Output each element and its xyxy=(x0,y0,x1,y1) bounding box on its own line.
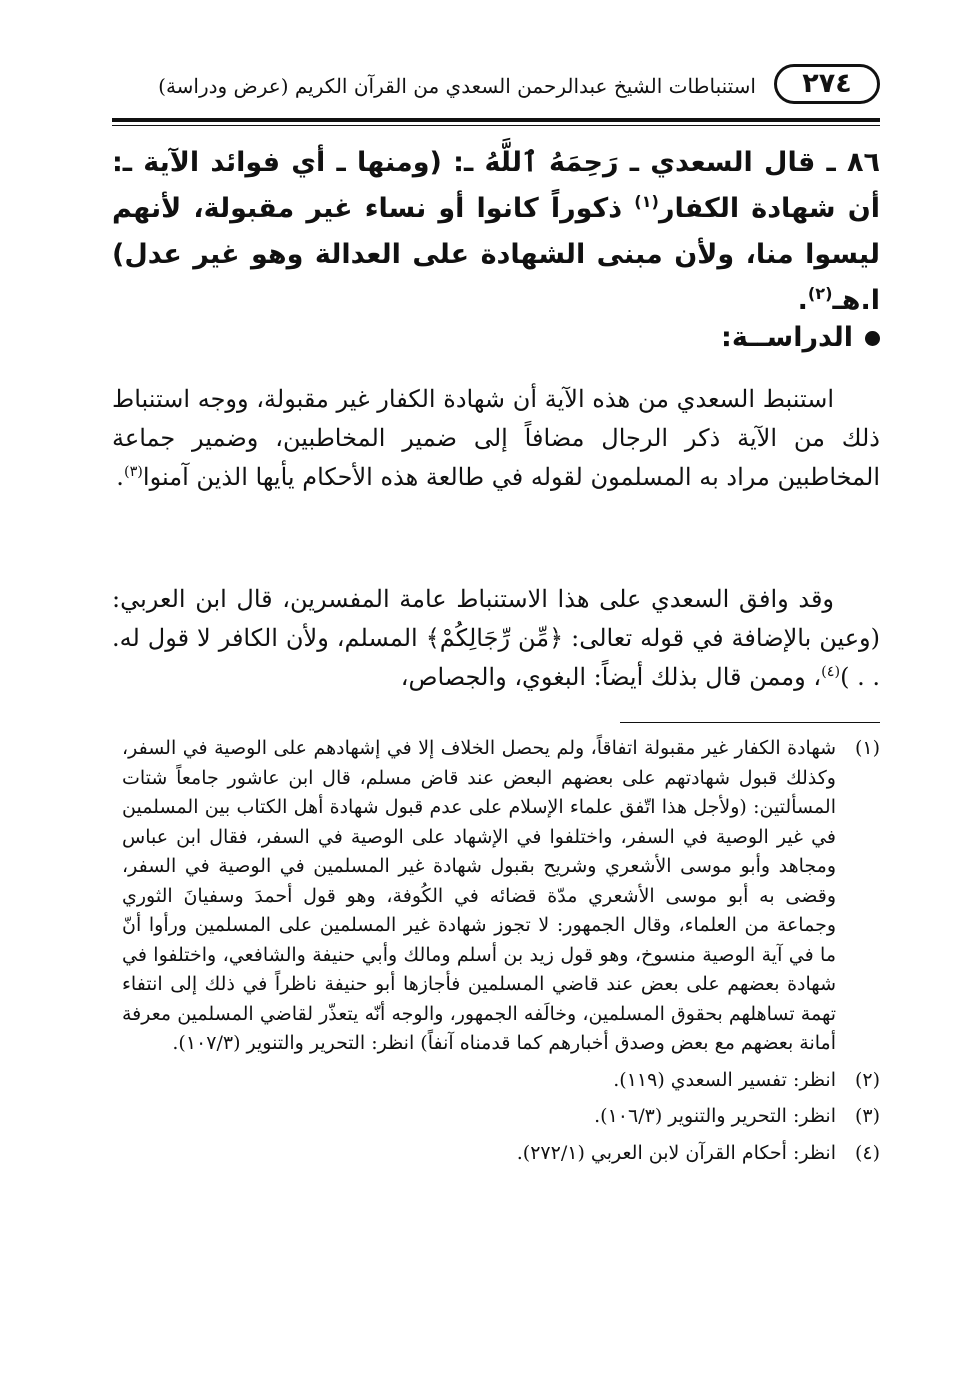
quote-text-c: . xyxy=(797,285,808,316)
footnote-1-number: (١) xyxy=(854,737,880,759)
footnote-4-text: انظر: أحكام القرآن لابن العربي (٢٧٢/١). xyxy=(516,1141,836,1164)
footnote-4 xyxy=(112,1139,880,1169)
quote-text-b: ذكوراً كانوا أو نساء غير مقبولة، لأنهم ليسوا منا، ولأن مبنى الشهادة على العدالة وهو غير عدل) ا.هـ xyxy=(112,193,880,316)
quoted-statement xyxy=(112,140,880,324)
footnote-2-number: (٢) xyxy=(854,1068,880,1091)
paragraph-2 xyxy=(112,580,880,697)
study-heading-text: الدراســة: xyxy=(721,322,853,353)
header-rule-thin xyxy=(112,125,880,126)
footnote-2 xyxy=(112,1066,880,1096)
footnote-1-text: شهادة الكفار غير مقبولة اتفاقاً، ولم يحصل الخلاف إلا في إشهادهم على الوصية في السفر، وكذلك قبول شهادتهم على بعضهم البعض عند قاض مسلم، قال ابن عاشور جامعاً شتات المسألتين: (ولأجل هذا اتّفق علماء الإسلام على عدم قبول شهادة أهل الكتاب بين المسلمين في غير الوصية في السفر، واختلفوا في الإشهاد على الوصية في السفر، فقال ابن عباس ومجاهد وأبو موسى الأشعري وشريح بقبول شهادة غير المسلمين في الوصية في السفر، وقضى به أبو موسى الأشعري مدّة قضائه في الكُوفة، وهو قول أحمدَ وسفيانَ الثوري وجماعة من العلماء، وقال الجمهور: لا تجوز شهادة غير المسلمين على المسلمين ورأوا أنّ ما في آية الوصية منسوخ، وهو قول زيد بن أسلم ومالك وأبي حنيفة والشافعي، واختلفوا في شهادة بعضهم على بعض عند قاضي المسلمين فأجازها أبو حنيفة ناظراً في ذلك إلى انتفاء تهمة تساهلهم بحقوق المسلمين، وخالَفه الجمهور، والوجه أنّه يتعذّر لقاضي المسلمين معرفة أمانة بعضهم مع بعض وصدق أخبارهم كما قدمناه آنفاً) انظر: التحرير والتنوير (١٠٧/٣). xyxy=(122,737,836,1054)
header-rule-thick xyxy=(112,118,880,122)
paragraph-1-text-a: استنبط السعدي من هذه الآية أن شهادة الكفار غير مقبولة، ووجه استنباط ذلك من الآية ذكر الرجال مضافاً إلى ضمير المخاطبين، وضمير جماعة المخاطبين مراد به المسلمون لقوله في طالعة هذه الأحكام يأيها الذين آمنوا xyxy=(112,385,880,491)
footnote-1 xyxy=(112,734,880,1059)
paragraph-1 xyxy=(112,380,880,497)
paragraph-1-text-b: . xyxy=(116,463,124,491)
footnote-3-text: انظر: التحرير والتنوير (١٠٦/٣). xyxy=(594,1105,836,1127)
bullet-icon xyxy=(865,331,880,346)
footnote-separator xyxy=(620,722,880,723)
study-heading xyxy=(721,318,880,358)
footnote-ref-2[interactable]: (٢) xyxy=(807,284,833,303)
page-number: ٢٧٤ xyxy=(774,64,880,104)
paragraph-2-text-b: ، وممن قال بذلك أيضاً: البغوي، والجصاص، xyxy=(400,663,822,691)
footnote-ref-3[interactable]: (٣) xyxy=(123,464,143,480)
footnote-3-number: (٣) xyxy=(854,1105,880,1127)
page-header xyxy=(110,62,880,118)
running-title: استنباطات الشيخ عبدالرحمن السعدي من القرآن الكريم (عرض ودراسة) xyxy=(158,74,756,98)
footnote-2-text: انظر: تفسير السعدي (١١٩). xyxy=(613,1068,836,1091)
quote-text-a: ٨٦ ـ قال السعدي ـ رَحِمَهُ ٱللَّهُ ـ: (ومنها ـ أي فوائد الآية ـ: أن شهادة الكفار xyxy=(112,147,880,224)
footnote-4-number: (٤) xyxy=(854,1141,880,1164)
footnote-ref-4[interactable]: (٤) xyxy=(821,664,841,680)
paragraph-2-text-a: وقد وافق السعدي على هذا الاستنباط عامة المفسرين، قال ابن العربي: (وعين بالإضافة في قوله تعالى: ﴿مِّن رِّجَالِكُمْ﴾ المسلم، ولأن الكافر لا قول له. . . ) xyxy=(112,585,880,691)
footnote-3 xyxy=(112,1102,880,1132)
footnotes xyxy=(112,734,880,1175)
footnote-ref-1[interactable]: (١) xyxy=(634,192,659,211)
